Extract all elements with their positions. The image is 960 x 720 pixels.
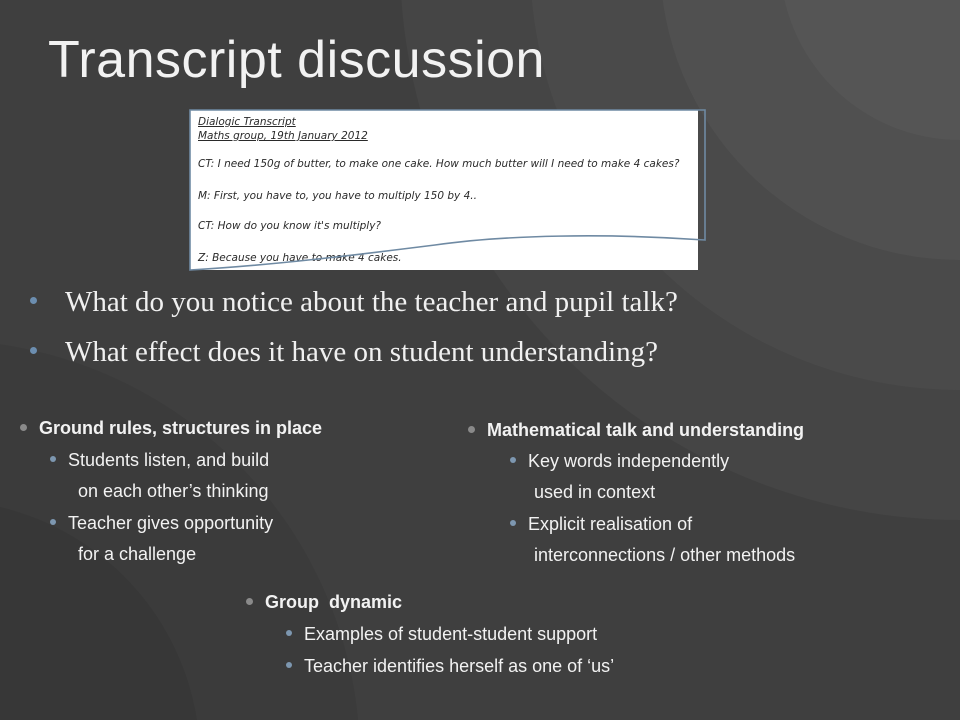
bottom-item-2: Teacher identifies herself as one of ‘us’ (286, 651, 614, 682)
transcript-line-3: CT: How do you know it's multiply? (198, 220, 381, 232)
right-item-2: Explicit realisation of interconnections / other methods (510, 509, 795, 571)
bullet-icon (286, 662, 292, 668)
bullet-icon (468, 426, 475, 433)
transcript-line-4: Z: Because you have to make 4 cakes. (198, 252, 402, 264)
bullet-icon (510, 457, 516, 463)
bullet-icon (246, 598, 253, 605)
transcript-heading: Dialogic Transcript (198, 116, 296, 128)
bullet-icon (30, 347, 37, 354)
slide-title: Transcript discussion (48, 31, 545, 89)
bullet-icon (50, 519, 56, 525)
bottom-section-heading: Group dynamic (246, 592, 402, 613)
transcript-subheading: Maths group, 19th January 2012 (198, 130, 368, 142)
bottom-item-1: Examples of student-student support (286, 619, 597, 650)
question-1: What do you notice about the teacher and pupil talk? (30, 286, 678, 319)
transcript-line-1: CT: I need 150g of butter, to make one cake. How much butter will I need to make 4 cakes? (198, 158, 680, 170)
bullet-icon (510, 520, 516, 526)
question-2: What effect does it have on student understanding? (30, 336, 658, 369)
left-item-1: Students listen, and build on each other’s thinking (50, 445, 269, 507)
bullet-icon (286, 630, 292, 636)
right-item-1: Key words independently used in context (510, 446, 729, 508)
left-section-heading: Ground rules, structures in place (20, 418, 322, 439)
bullet-icon (30, 297, 37, 304)
transcript-image (190, 110, 698, 270)
bullet-icon (20, 424, 27, 431)
right-section-heading: Mathematical talk and understanding (468, 420, 804, 441)
transcript-line-2: M: First, you have to, you have to multiply 150 by 4.. (198, 190, 477, 202)
bullet-icon (50, 456, 56, 462)
left-item-2: Teacher gives opportunity for a challenge (50, 508, 273, 570)
